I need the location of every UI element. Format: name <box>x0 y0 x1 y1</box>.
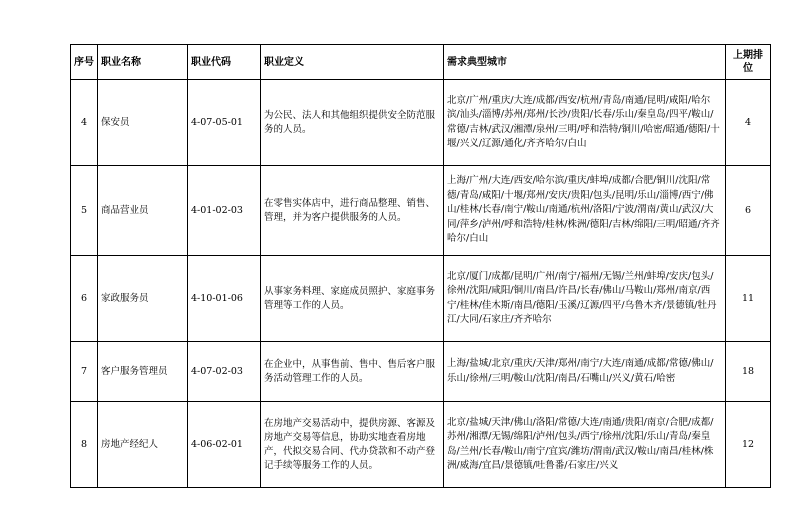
cell-rank: 11 <box>726 256 771 342</box>
table-row <box>71 402 771 488</box>
cell-cities: 北京/厦门/成都/昆明/广州/南宁/福州/无锡/兰州/蚌埠/安庆/包头/徐州/沈阳/咸阳/铜川/南昌/许昌/长春/佛山/马鞍山/郑州/南京/西宁/桂林/佳木斯/南昌/德阳/玉溪/辽源/四平/乌鲁木齐/景德镇/牡丹江/大同/石家庄/齐齐哈尔 <box>444 256 726 342</box>
header-definition: 职业定义 <box>261 45 444 80</box>
cell-definition: 在房地产交易活动中，提供房源、客源及房地产交易等信息，协助实地查看房地产，代拟交易合同、代办贷款和不动产登记手续等服务工作的人员。 <box>261 402 444 488</box>
cell-code: 4-01-02-03 <box>188 166 261 256</box>
cell-cities: 北京/盐城/天津/佛山/洛阳/常德/大连/南通/贵阳/南京/合肥/成都/苏州/湘潭/无锡/绵阳/泸州/包头/西宁/徐州/沈阳/乐山/青岛/秦皇岛/兰州/长春/鞍山/南宁/宜宾/潍坊/渭南/武汉/鞍山/南昌/桂林/株洲/威海/宜昌/景德镇/吐鲁番/石家庄/兴义 <box>444 402 726 488</box>
cell-rank: 4 <box>726 80 771 166</box>
cell-code: 4-07-05-01 <box>188 80 261 166</box>
cell-definition: 从事家务料理、家庭成员照护、家庭事务管理等工作的人员。 <box>261 256 444 342</box>
header-cities: 需求典型城市 <box>444 45 726 80</box>
cell-seq: 5 <box>71 166 98 256</box>
cell-name: 客户服务管理员 <box>98 342 188 402</box>
header-name: 职业名称 <box>98 45 188 80</box>
cell-seq: 6 <box>71 256 98 342</box>
table-row <box>71 342 771 402</box>
cell-name: 保安员 <box>98 80 188 166</box>
cell-cities: 上海/盐城/北京/重庆/天津/郑州/南宁/大连/南通/成都/常德/佛山/乐山/徐州/三明/鞍山/沈阳/南昌/石嘴山/兴义/黄石/哈密 <box>444 342 726 402</box>
header-seq: 序号 <box>71 45 98 80</box>
cell-name: 商品营业员 <box>98 166 188 256</box>
cell-rank: 6 <box>726 166 771 256</box>
cell-seq: 8 <box>71 402 98 488</box>
header-code: 职业代码 <box>188 45 261 80</box>
cell-name: 房地产经纪人 <box>98 402 188 488</box>
cell-name: 家政服务员 <box>98 256 188 342</box>
header-row <box>71 45 771 80</box>
cell-rank: 12 <box>726 402 771 488</box>
cell-code: 4-06-02-01 <box>188 402 261 488</box>
cell-rank: 18 <box>726 342 771 402</box>
table-row <box>71 166 771 256</box>
header-rank: 上期排位 <box>726 45 771 80</box>
cell-code: 4-07-02-03 <box>188 342 261 402</box>
cell-definition: 为公民、法人和其他组织提供安全防范服务的人员。 <box>261 80 444 166</box>
cell-seq: 7 <box>71 342 98 402</box>
cell-code: 4-10-01-06 <box>188 256 261 342</box>
table-row <box>71 80 771 166</box>
cell-definition: 在零售实体店中，进行商品整理、销售、管理，并为客户提供服务的人员。 <box>261 166 444 256</box>
table-row <box>71 256 771 342</box>
occupation-table <box>70 44 771 488</box>
cell-definition: 在企业中，从事售前、售中、售后客户服务活动管理工作的人员。 <box>261 342 444 402</box>
cell-cities: 上海/广州/大连/西安/哈尔滨/重庆/蚌埠/成都/合肥/铜川/沈阳/常德/青岛/咸阳/十堰/郑州/安庆/贵阳/包头/昆明/乐山/淄博/西宁/佛山/桂林/长春/南宁/鞍山/南通/杭州/洛阳/宁波/渭南/黄山/武汉/大同/萍乡/泸州/呼和浩特/桂林/株洲/德阳/吉林/绵阳/三明/昭通/齐齐哈尔/白山 <box>444 166 726 256</box>
cell-cities: 北京/广州/重庆/大连/成都/西安/杭州/青岛/南通/昆明/咸阳/哈尔滨/汕头/淄博/苏州/郑州/长沙/贵阳/长春/乐山/秦皇岛/四平/鞍山/常德/吉林/武汉/湘潭/泉州/三明/呼和浩特/铜川/哈密/昭通/德阳/十堰/兴义/辽源/通化/齐齐哈尔/白山 <box>444 80 726 166</box>
cell-seq: 4 <box>71 80 98 166</box>
